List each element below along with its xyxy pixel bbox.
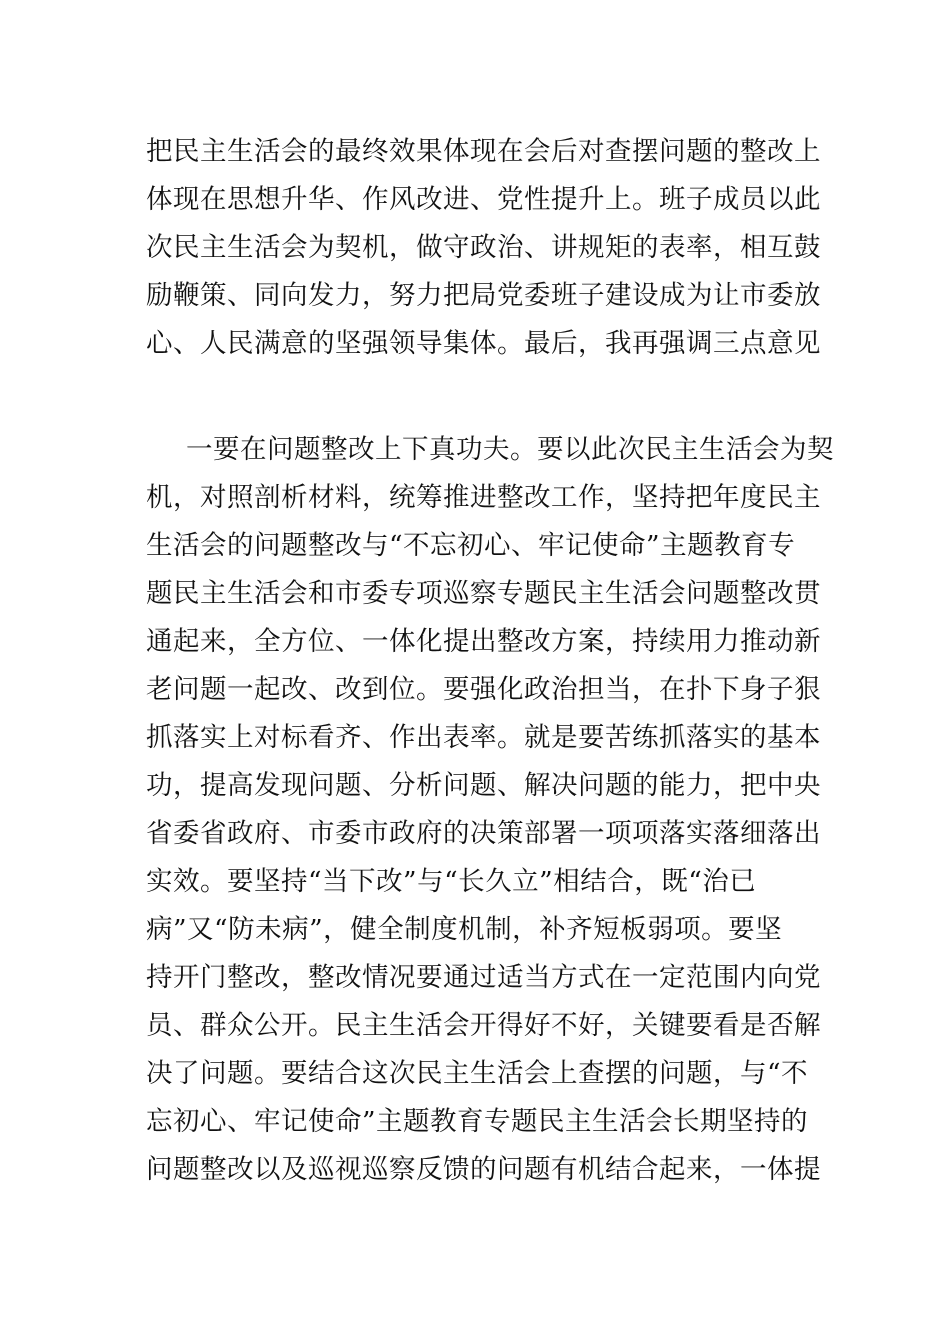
text-line: 把民主生活会的最终效果体现在会后对查摆问题的整改上: [146, 136, 821, 167]
text-line: 抓落实上对标看齐、作出表率。就是要苦练抓落实的基本: [146, 722, 821, 753]
text-line: 实效。要坚持“当下改”与“长久立”相结合，既“治已: [146, 866, 757, 897]
text-line: 励鞭策、同向发力，努力把局党委班子建设成为让市委放: [146, 280, 821, 311]
paragraph-closing-remarks: [146, 128, 821, 368]
text-line: 省委省政府、市委市政府的决策部署一项项落实落细落出: [146, 818, 821, 849]
text-line: 机，对照剖析材料，统筹推进整改工作，坚持把年度民主: [146, 482, 821, 513]
text-line: 题民主生活会和市委专项巡察专题民主生活会问题整改贯: [146, 578, 821, 609]
text-line: 忘初心、牢记使命”主题教育专题民主生活会长期坚持的: [146, 1106, 809, 1137]
text-line: 生活会的问题整改与“不忘初心、牢记使命”主题教育专: [146, 530, 796, 561]
paragraph-rectification: [146, 426, 834, 1194]
text-line: 通起来，全方位、一体化提出整改方案，持续用力推动新: [146, 626, 821, 657]
text-line: 持开门整改，整改情况要通过适当方式在一定范围内向党: [146, 962, 821, 993]
text-line-indented: 一要在问题整改上下真功夫。要以此次民主生活会为契: [186, 434, 834, 465]
text-line: 次民主生活会为契机，做守政治、讲规矩的表率，相互鼓: [146, 232, 821, 263]
text-line: 功，提高发现问题、分析问题、解决问题的能力，把中央: [146, 770, 821, 801]
text-line: 体现在思想升华、作风改进、党性提升上。班子成员以此: [146, 184, 821, 215]
text-line: 老问题一起改、改到位。要强化政治担当，在扑下身子狠: [146, 674, 821, 705]
text-line: 问题整改以及巡视巡察反馈的问题有机结合起来，一体提: [146, 1154, 821, 1185]
text-line: 心、人民满意的坚强领导集体。最后，我再强调三点意见: [146, 328, 821, 359]
text-line: 病”又“防未病”，健全制度机制，补齐短板弱项。要坚: [146, 914, 783, 945]
text-line: 员、群众公开。民主生活会开得好不好，关键要看是否解: [146, 1010, 821, 1041]
text-line: 决了问题。要结合这次民主生活会上查摆的问题，与“不: [146, 1058, 809, 1089]
